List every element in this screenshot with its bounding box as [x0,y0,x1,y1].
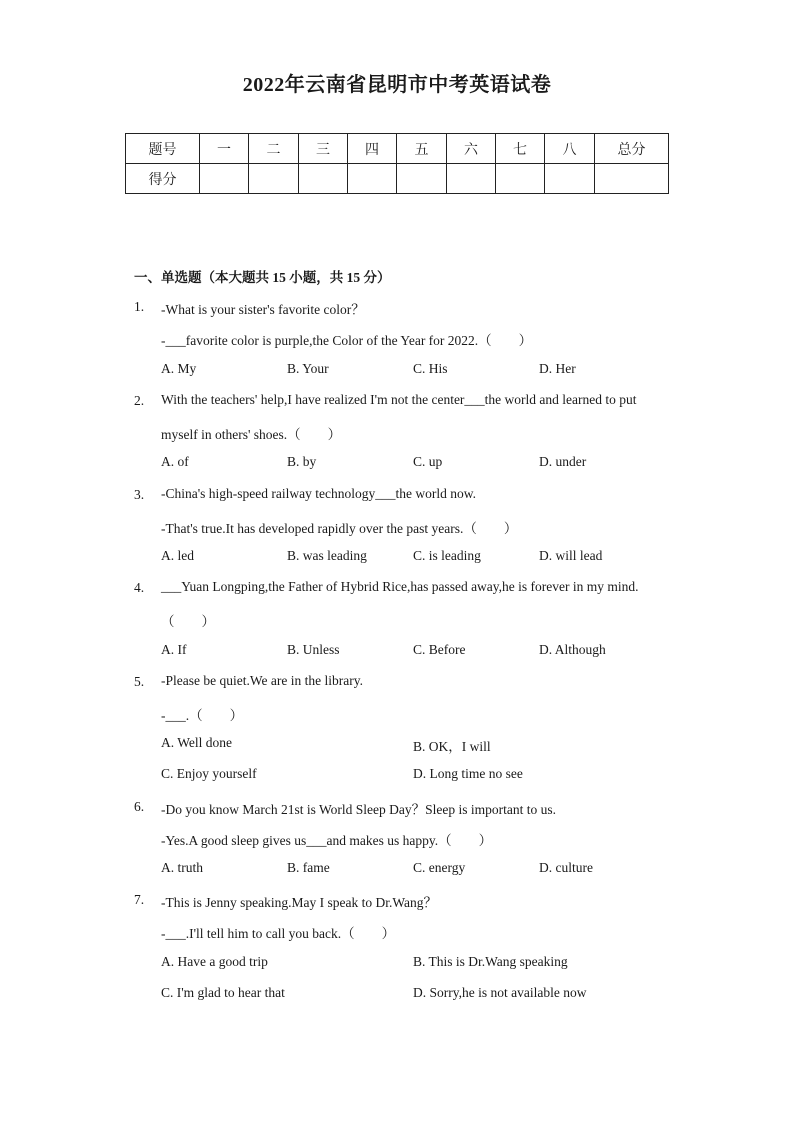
score-input-cell [397,164,447,194]
score-table [125,133,669,194]
option-d: D. Although [539,642,606,657]
option-b: B. by [287,454,317,469]
section-heading: 一、单选题（本大题共 15 小题，共 15 分） [134,270,391,285]
score-input-cell [447,164,496,194]
option-a: A. of [161,454,189,469]
score-table-cell: 六 [447,134,496,164]
option-c: C. up [413,454,443,469]
option-a: A. led [161,548,194,563]
question-number: 2. [134,393,145,408]
option-b: B. fame [287,860,330,875]
option-b: B. was leading [287,548,367,563]
question-line: -___.（ ） [161,708,244,723]
question-line: ___Yuan Longping,the Father of Hybrid Rice,has passed away,he is forever in my mind. [161,579,639,594]
score-table-cell: 八 [545,134,595,164]
option-b: B. This is Dr.Wang speaking [413,954,568,969]
option-d: D. Long time no see [413,766,523,781]
option-c: C. I'm glad to hear that [161,985,285,1000]
score-input-cell [348,164,397,194]
score-table-cell: 七 [496,134,545,164]
option-d: D. will lead [539,548,603,563]
question-number: 5. [134,674,145,689]
score-table-cell: 得分 [126,164,200,194]
option-a: A. Have a good trip [161,954,268,969]
option-d: D. Sorry,he is not available now [413,985,587,1000]
question-line: -Yes.A good sleep gives us___and makes us happy.（ ） [161,833,493,848]
question-line: -China's high-speed railway technology___the world now. [161,486,476,501]
option-b: B. Your [287,361,329,376]
score-table-cell: 一 [200,134,249,164]
option-c: C. His [413,361,448,376]
question-number: 6. [134,799,145,814]
option-c: C. energy [413,860,466,875]
score-input-cell [249,164,299,194]
score-input-cell [496,164,545,194]
option-d: D. Her [539,361,576,376]
score-input-cell [200,164,249,194]
score-input-cell [299,164,348,194]
score-table-cell: 四 [348,134,397,164]
option-a: A. My [161,361,197,376]
page-title: 2022年云南省昆明市中考英语试卷 [242,74,552,96]
score-input-cell [595,164,669,194]
question-line: （ ） [161,614,215,629]
option-c: C. Enjoy yourself [161,766,257,781]
score-table-header-row [126,134,669,164]
score-table-cell: 三 [299,134,348,164]
score-table-cell: 题号 [126,134,200,164]
question-number: 7. [134,892,145,907]
score-table-score-row [126,164,669,194]
option-b: B. Unless [287,642,340,657]
option-d: D. culture [539,860,593,875]
question-line: -___favorite color is purple,the Color of the Year for 2022.（ ） [161,333,533,348]
question-number: 3. [134,487,145,502]
question-line: -What is your sister's favorite color？ [161,302,365,317]
question-line: -This is Jenny speaking.May I speak to Dr.Wang？ [161,895,437,910]
score-table-cell: 总分 [595,134,669,164]
question-line: myself in others' shoes.（ ） [161,427,342,442]
question-line: With the teachers' help,I have realized I'm not the center___the world and learned to put [161,392,637,407]
option-c: C. Before [413,642,466,657]
option-d: D. under [539,454,587,469]
option-a: A. If [161,642,187,657]
option-a: A. Well done [161,735,233,750]
score-input-cell [545,164,595,194]
option-a: A. truth [161,860,203,875]
score-table-cell: 二 [249,134,299,164]
question-line: -___.I'll tell him to call you back.（ ） [161,926,396,941]
score-table-cell: 五 [397,134,447,164]
question-line: -That's true.It has developed rapidly over the past years.（ ） [161,521,518,536]
question-line: -Do you know March 21st is World Sleep Day？Sleep is important to us. [161,802,557,817]
question-number: 4. [134,580,145,595]
question-number: 1. [134,299,145,314]
option-c: C. is leading [413,548,481,563]
option-b: B. OK，I will [413,739,491,754]
question-line: -Please be quiet.We are in the library. [161,673,363,688]
